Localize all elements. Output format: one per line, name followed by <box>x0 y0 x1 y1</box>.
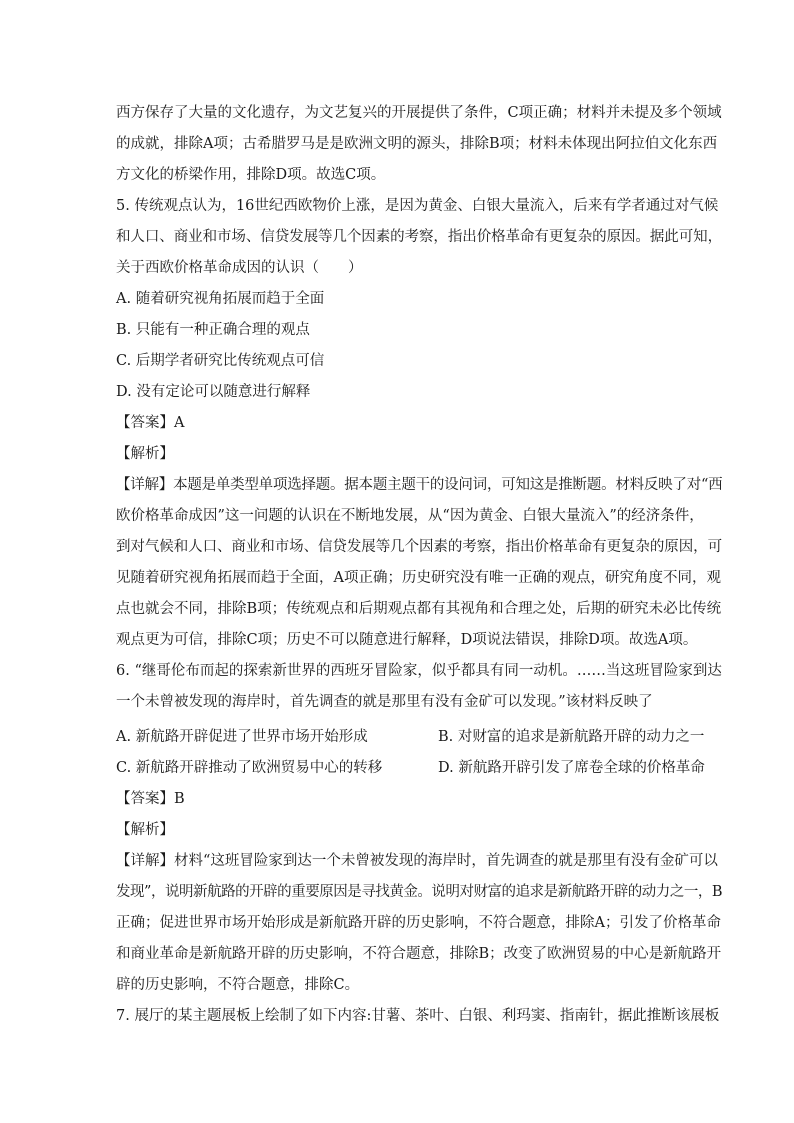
question-7-stem: 7. 展厅的某主题展板上绘制了如下内容:甘薯、茶叶、白银、利玛窦、指南针，据此推断该展板 <box>116 1008 720 1024</box>
explanation-text: 观点更为可信，排除C项；历史不可以随意进行解释，D项说法错误，排除D项。故选A项。 <box>116 632 698 648</box>
analysis-label: 【解析】 <box>116 822 174 838</box>
option-c: C. 新航路开辟推动了欧洲贸易中心的转移 <box>116 760 383 776</box>
question-5-stem: 和人口、商业和市场、信贷发展等几个因素的考察，指出价格革命有更复杂的原因。据此可知， <box>116 229 722 245</box>
explanation-text: 辟的历史影响，不符合题意，排除C。 <box>116 977 360 993</box>
answer-label: 【答案】A <box>116 415 185 431</box>
explanation-text: 正确；促进世界市场开始形成是新航路开辟的历史影响，不符合题意，排除A；引发了价格革命 <box>116 915 721 931</box>
explanation-text: 欧价格革命成因”这一问题的认识在不断地发展，从“因为黄金、白银大量流入”的经济条件， <box>116 508 704 524</box>
question-6-stem: 6. “继哥伦布而起的探索新世界的西班牙冒险家，似乎都具有同一动机。……当这班冒险家到达 <box>116 663 722 679</box>
question-5-stem: 5. 传统观点认为，16世纪西欧物价上涨，是因为黄金、白银大量流入，后来有学者通过对气候 <box>116 198 719 214</box>
explanation-text: 点也就会不同，排除B项；传统观点和后期观点都有其视角和合理之处，后期的研究未必比传统 <box>116 601 722 617</box>
explanation-text: 【详解】材料“这班冒险家到达一个未曾被发现的海岸时，首先调查的就是那里有没有金矿可以 <box>116 853 718 869</box>
text-line: 方文化的桥梁作用，排除D项。故选C项。 <box>116 167 386 183</box>
answer-label: 【答案】B <box>116 791 185 807</box>
option-d: D. 没有定论可以随意进行解释 <box>116 384 311 400</box>
option-b: B. 只能有一种正确合理的观点 <box>116 322 310 338</box>
explanation-text: 到对气候和人口、商业和市场、信贷发展等几个因素的考察，指出价格革命有更复杂的原因，可 <box>116 539 722 555</box>
text-line: 的成就，排除A项；古希腊罗马是是欧洲文明的源头，排除B项；材料未体现出阿拉伯文化东西 <box>116 136 718 152</box>
explanation-text: 【详解】本题是单类型单项选择题。据本题主题干的设问词，可知这是推断题。材料反映了对“西 <box>116 477 723 493</box>
question-6-stem: 一个未曾被发现的海岸时，首先调查的就是那里有没有金矿可以发现。”该材料反映了 <box>116 694 653 710</box>
option-c: C. 后期学者研究比传统观点可信 <box>116 353 325 369</box>
option-a: A. 随着研究视角拓展而趋于全面 <box>116 291 325 307</box>
explanation-text: 和商业革命是新航路开辟的历史影响，不符合题意，排除B；改变了欧洲贸易的中心是新航路开 <box>116 946 722 962</box>
option-b: B. 对财富的追求是新航路开辟的动力之一 <box>438 729 705 745</box>
option-a: A. 新航路开辟促进了世界市场开始形成 <box>116 729 368 745</box>
option-d: D. 新航路开辟引发了席卷全球的价格革命 <box>438 760 705 776</box>
text-line: 西方保存了大量的文化遗存，为文艺复兴的开展提供了条件，C项正确；材料并未提及多个领域 <box>116 105 722 121</box>
explanation-text: 发现”，说明新航路的开辟的重要原因是寻找黄金。说明对财富的追求是新航路开辟的动力之一，B <box>116 884 723 900</box>
explanation-text: 见随着研究视角拓展而趋于全面，A项正确；历史研究没有唯一正确的观点，研究角度不同，观 <box>116 570 721 586</box>
analysis-label: 【解析】 <box>116 446 174 462</box>
question-5-stem: 关于西欧价格革命成因的认识（ ） <box>116 260 363 276</box>
